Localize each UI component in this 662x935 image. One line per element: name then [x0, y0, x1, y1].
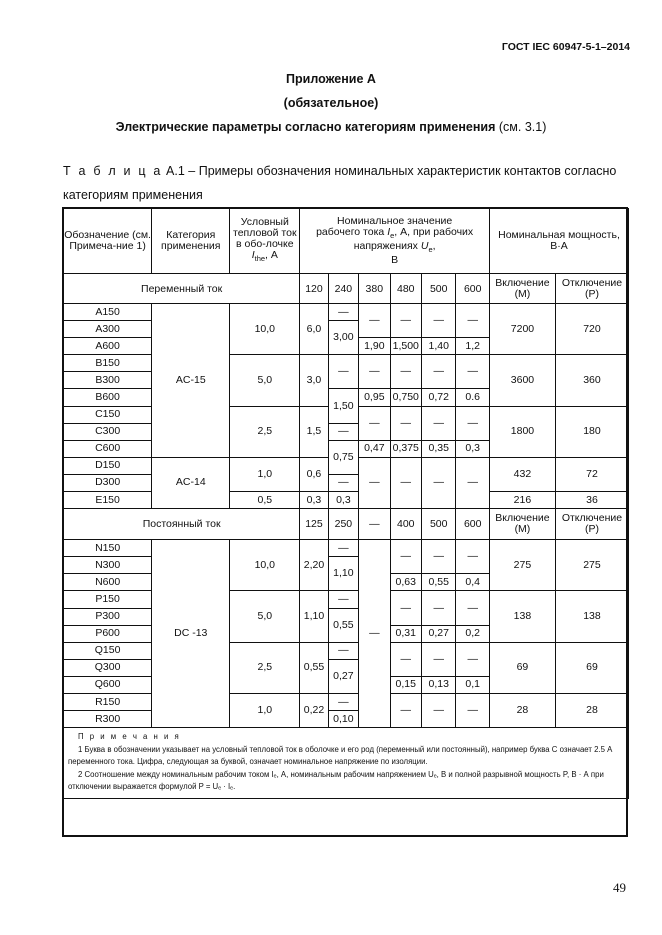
header-current-unit: В — [391, 254, 399, 267]
make-header: Включение (М) — [489, 274, 555, 304]
dash-cell: — — [390, 304, 421, 338]
dash-cell: — — [421, 304, 455, 338]
designation-cell: Q600 — [64, 676, 152, 693]
dc-voltage: 500 — [421, 509, 455, 540]
power-break-cell: 72 — [555, 457, 628, 491]
break-header: Отключение (Р) — [555, 509, 628, 540]
ac-voltage: 240 — [328, 274, 358, 304]
dash-cell: — — [359, 457, 390, 508]
category-cell: AC-14 — [152, 457, 230, 508]
header-voltage-sub: e — [428, 245, 433, 255]
current-cell: 1,5 — [300, 406, 328, 457]
current-cell: 0,27 — [328, 659, 358, 693]
designation-cell: D150 — [64, 457, 152, 474]
current-cell: 0,2 — [456, 625, 490, 642]
appendix-heading-ref: (см. 3.1) — [498, 120, 547, 134]
dash-cell: — — [328, 474, 358, 491]
table-caption — [63, 164, 616, 178]
power-break-cell: 720 — [555, 304, 628, 355]
dash-cell: — — [328, 693, 358, 710]
designation-cell: D300 — [64, 474, 152, 491]
current-cell: 1,50 — [328, 389, 358, 423]
appendix-status: (обязательное) — [283, 96, 379, 110]
current-cell: 0,72 — [421, 389, 455, 406]
dash-cell: — — [456, 591, 490, 625]
designation-cell: B600 — [64, 389, 152, 406]
designation-cell: C300 — [64, 423, 152, 440]
designation-cell: N300 — [64, 557, 152, 574]
dash-cell: — — [390, 406, 421, 440]
power-make-cell: 7200 — [489, 304, 555, 355]
current-cell: 0,3 — [300, 492, 328, 509]
header-thermal-text: Условный тепловой ток в обо-лочке — [233, 216, 297, 251]
header-power — [489, 209, 628, 274]
dash-cell: — — [421, 540, 455, 574]
dash-cell: — — [456, 406, 490, 440]
current-cell: 0,10 — [328, 711, 358, 728]
header-thermal-current — [230, 209, 300, 274]
header-current-text-b: , А, при рабочих напряжениях — [353, 225, 474, 252]
designation-cell: B300 — [64, 372, 152, 389]
standard-code: ГОСТ IEC 60947-5-1–2014 — [501, 41, 630, 53]
header-current-symbol: I — [387, 225, 391, 238]
header-thermal-sub: the — [254, 254, 266, 264]
table-caption-label: Т а б л и ц а — [63, 164, 163, 178]
thermal-current-cell: 2,5 — [230, 406, 300, 457]
power-make-cell: 216 — [489, 492, 555, 509]
dash-cell: — — [421, 693, 455, 727]
notes-title: П р и м е ч а н и я — [78, 732, 181, 742]
dash-cell: — — [421, 642, 455, 676]
designation-cell: C150 — [64, 406, 152, 423]
power-make-cell: 138 — [489, 591, 555, 642]
power-make-cell: 275 — [489, 540, 555, 591]
thermal-current-cell: 10,0 — [230, 304, 300, 355]
current-cell: 0,63 — [390, 574, 421, 591]
appendix-heading — [0, 120, 662, 134]
designation-cell: N600 — [64, 574, 152, 591]
break-header: Отключение (Р) — [555, 274, 628, 304]
dc-voltage: — — [359, 509, 390, 540]
dash-cell: — — [456, 355, 490, 389]
table-caption-text: А.1 – Примеры обозначения номинальных характеристик контактов согласно — [162, 164, 617, 178]
current-cell: 0,1 — [456, 676, 490, 693]
current-cell: 0,35 — [421, 440, 455, 457]
current-cell: 0,95 — [359, 389, 390, 406]
current-cell: 0,4 — [456, 574, 490, 591]
current-cell: 0,47 — [359, 440, 390, 457]
current-cell: 3,00 — [328, 321, 358, 355]
current-cell: 1,10 — [300, 591, 328, 642]
make-header: Включение (М) — [489, 509, 555, 540]
designation-cell: N150 — [64, 540, 152, 557]
designation-cell: C600 — [64, 440, 152, 457]
dash-cell: — — [359, 304, 390, 338]
current-cell: 0,75 — [328, 440, 358, 474]
dc-voltage: 600 — [456, 509, 490, 540]
current-cell: 0,6 — [300, 457, 328, 491]
current-cell: 2,20 — [300, 540, 328, 591]
current-cell: 0,55 — [300, 642, 328, 693]
dash-cell: — — [421, 457, 455, 508]
power-break-cell: 275 — [555, 540, 628, 591]
header-current-text-a: Номинальное значение рабочего тока — [316, 214, 453, 238]
power-make-cell: 69 — [489, 642, 555, 693]
power-break-cell: 360 — [555, 355, 628, 406]
dash-cell: — — [456, 457, 490, 508]
appendix-heading-text: Электрические параметры согласно категориям применения — [115, 120, 496, 134]
dash-cell: — — [328, 355, 358, 389]
appendix-title: Приложение А — [286, 72, 376, 86]
dc-section-label: Постоянный ток — [64, 509, 300, 540]
dash-cell: — — [390, 355, 421, 389]
dash-cell: — — [328, 642, 358, 659]
current-cell: 0,55 — [328, 608, 358, 642]
header-designation: Обозначение (см. Примеча-ние 1) — [64, 209, 152, 274]
current-cell: 6,0 — [300, 304, 328, 355]
dash-cell: — — [456, 304, 490, 338]
current-cell: 0,750 — [390, 389, 421, 406]
ac-voltage: 600 — [456, 274, 490, 304]
power-make-cell: 1800 — [489, 406, 555, 457]
ac-section-label: Переменный ток — [64, 274, 300, 304]
power-make-cell: 28 — [489, 693, 555, 727]
dc-voltage: 250 — [328, 509, 358, 540]
current-cell: 0,22 — [300, 693, 328, 727]
dash-cell: — — [390, 540, 421, 574]
category-cell: AC-15 — [152, 304, 230, 458]
designation-cell: P300 — [64, 608, 152, 625]
header-voltage-symbol: U — [420, 240, 429, 252]
dash-cell: — — [328, 304, 358, 321]
current-cell: 0,3 — [328, 492, 358, 509]
dash-cell: — — [421, 355, 455, 389]
power-break-cell: 180 — [555, 406, 628, 457]
power-make-cell: 432 — [489, 457, 555, 491]
current-cell: 1,2 — [456, 338, 490, 355]
current-cell: 0,27 — [421, 625, 455, 642]
dc-voltage: 125 — [300, 509, 328, 540]
dash-cell: — — [390, 642, 421, 676]
current-cell: 0,31 — [390, 625, 421, 642]
current-cell: 1,10 — [328, 557, 358, 591]
dash-cell: — — [328, 540, 358, 557]
header-power-unit: В·А — [550, 240, 568, 252]
note-2: 2 Соотношение между номинальным рабочим током Iₑ, А, номинальным рабочим напряжением Uₑ, В и полной разрывной мощность P, В · А при отключении выражается формулой P = Uₑ · Iₑ. — [68, 769, 604, 792]
designation-cell: B150 — [64, 355, 152, 372]
dash-cell: — — [390, 457, 421, 508]
dash-cell: — — [359, 540, 390, 728]
dash-cell: — — [390, 693, 421, 727]
dash-cell: — — [456, 642, 490, 676]
thermal-current-cell: 0,5 — [230, 492, 300, 509]
thermal-current-cell: 10,0 — [230, 540, 300, 591]
power-break-cell: 28 — [555, 693, 628, 727]
designation-cell: Q300 — [64, 659, 152, 676]
dash-cell: — — [328, 591, 358, 608]
designation-cell: A600 — [64, 338, 152, 355]
current-cell: 0,375 — [390, 440, 421, 457]
header-operational-current — [300, 209, 490, 274]
dash-cell: — — [328, 423, 358, 440]
ratings-table — [63, 208, 629, 799]
ac-voltage: 380 — [359, 274, 390, 304]
ac-voltage: 500 — [421, 274, 455, 304]
designation-cell: P150 — [64, 591, 152, 608]
designation-cell: A300 — [64, 321, 152, 338]
thermal-current-cell: 1,0 — [230, 693, 300, 727]
thermal-current-cell: 1,0 — [230, 457, 300, 491]
current-cell: 1,40 — [421, 338, 455, 355]
dash-cell: — — [456, 540, 490, 574]
dash-cell: — — [421, 591, 455, 625]
header-power-text: Номинальная мощность, — [498, 229, 620, 241]
current-cell: 0,3 — [456, 440, 490, 457]
header-current-text-c: , — [432, 240, 436, 252]
designation-cell: E150 — [64, 492, 152, 509]
current-cell: 3,0 — [300, 355, 328, 406]
current-cell: 0.6 — [456, 389, 490, 406]
header-category: Категория применения — [152, 209, 230, 274]
designation-cell: P600 — [64, 625, 152, 642]
power-break-cell: 138 — [555, 591, 628, 642]
dash-cell: — — [390, 591, 421, 625]
ac-voltage: 480 — [390, 274, 421, 304]
dc-voltage: 400 — [390, 509, 421, 540]
current-cell: 1,90 — [359, 338, 390, 355]
ac-voltage: 120 — [300, 274, 328, 304]
power-break-cell: 69 — [555, 642, 628, 693]
dash-cell: — — [359, 406, 390, 440]
dash-cell: — — [456, 693, 490, 727]
designation-cell: R300 — [64, 711, 152, 728]
power-make-cell: 3600 — [489, 355, 555, 406]
note-1: 1 Буква в обозначении указывает на условный тепловой ток в оболочке и его род (переменный или постоянный), например буква С означает 2.5 А переменного тока. Цифра, следующая за буквой, означает номинальное напряжение по изоляции. — [68, 744, 613, 767]
dash-cell: — — [359, 355, 390, 389]
thermal-current-cell: 5,0 — [230, 355, 300, 406]
thermal-current-cell: 2,5 — [230, 642, 300, 693]
current-cell: 0,55 — [421, 574, 455, 591]
header-current-sub: e — [390, 231, 395, 240]
designation-cell: Q150 — [64, 642, 152, 659]
current-cell: 1,500 — [390, 338, 421, 355]
current-cell: 0,13 — [421, 676, 455, 693]
thermal-current-cell: 5,0 — [230, 591, 300, 642]
page-number: 49 — [613, 880, 626, 895]
power-break-cell: 36 — [555, 492, 628, 509]
header-thermal-symbol: I — [251, 249, 255, 262]
table-caption-line2: категориям применения — [63, 188, 203, 202]
dash-cell: — — [421, 406, 455, 440]
designation-cell: R150 — [64, 693, 152, 710]
designation-cell: A150 — [64, 304, 152, 321]
header-thermal-unit: , А — [265, 249, 278, 262]
notes-block — [64, 728, 629, 799]
current-cell: 0,15 — [390, 676, 421, 693]
category-cell: DC -13 — [152, 540, 230, 728]
